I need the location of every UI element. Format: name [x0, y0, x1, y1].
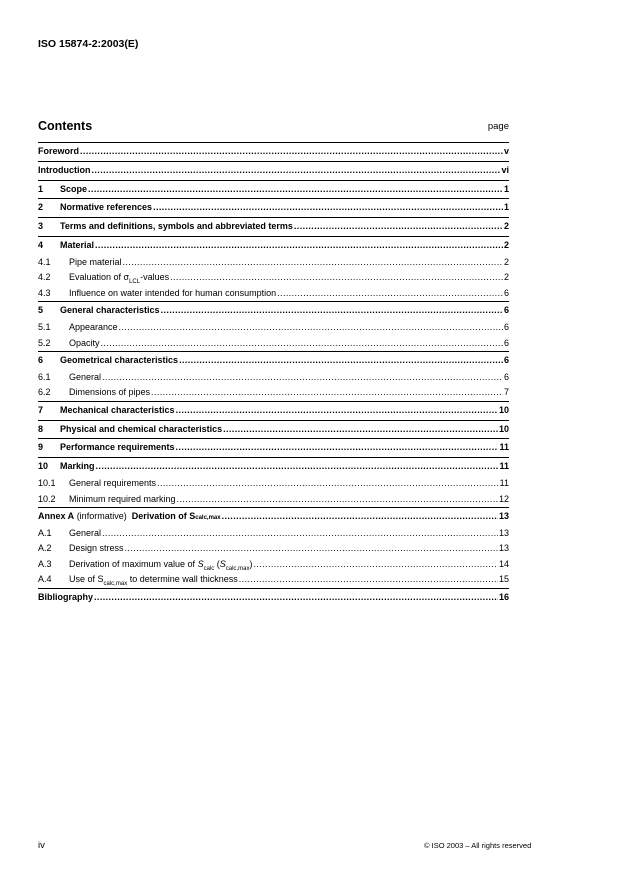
toc-entry-a-1[interactable]: A.1 General ..... 13: [38, 526, 509, 542]
toc-entry-9[interactable]: 9 Performance requirements ..... 11: [38, 438, 509, 457]
table-of-contents: [38, 142, 509, 607]
toc-entry-4[interactable]: 4 Material ..... 2: [38, 236, 509, 255]
toc-entry-10-1[interactable]: 10.1 General requirements ..... 11: [38, 476, 509, 492]
toc-entry-2[interactable]: 2 Normative references ..... 1: [38, 198, 509, 217]
toc-entry-10-2[interactable]: 10.2 Minimum required marking ..... 12: [38, 492, 509, 508]
contents-title: Contents: [38, 119, 93, 133]
toc-entry-foreword[interactable]: Foreword ..... v: [38, 142, 509, 161]
toc-entry-bibliography[interactable]: Bibliography ..... 16: [38, 588, 509, 607]
page-column-label: page: [487, 121, 509, 132]
toc-entry-a-3[interactable]: A.3 Derivation of maximum value of $S_{calc}$ $(S_{calc,max})$ ..... 14: [38, 557, 509, 573]
toc-entry-4-3[interactable]: 4.3 Influence on water intended for human consumption ..... 6: [38, 286, 509, 302]
toc-entry-introduction[interactable]: Introduction ..... vi: [38, 161, 509, 180]
toc-entry-6-2[interactable]: 6.2 Dimensions of pipes ..... 7: [38, 385, 509, 401]
toc-entry-8[interactable]: 8 Physical and chemical characteristics ..... 10: [38, 420, 509, 439]
toc-entry-3[interactable]: 3 Terms and definitions, symbols and abbreviated terms ..... 2: [38, 217, 509, 236]
toc-entry-4-2[interactable]: 4.2 Evaluation of $\sigma_{LCL}$-values ..... 2: [38, 270, 509, 286]
document-id: ISO 15874-2:2003(E): [38, 38, 139, 50]
toc-entry-6[interactable]: 6 Geometrical characteristics ..... 6: [38, 351, 509, 370]
toc-entry-6-1[interactable]: 6.1 General ..... 6: [38, 370, 509, 386]
toc-entry-10[interactable]: 10 Marking ..... 11: [38, 457, 509, 476]
toc-entry-5-2[interactable]: 5.2 Opacity ..... 6: [38, 336, 509, 352]
toc-entry-1[interactable]: 1 Scope ..... 1: [38, 180, 509, 199]
toc-entry-5-1[interactable]: 5.1 Appearance ..... 6: [38, 320, 509, 336]
toc-entry-7[interactable]: 7 Mechanical characteristics ..... 10: [38, 401, 509, 420]
toc-entry-a-4[interactable]: A.4 Use of $S_{calc,max}$ to determine wall thickness ..... 15: [38, 572, 509, 588]
toc-entry-5[interactable]: 5 General characteristics ..... 6: [38, 301, 509, 320]
toc-entry-annex-a[interactable]: Annex A (informative) Derivation of S $_{calc,max}$ ..... 13: [38, 507, 509, 526]
copyright-notice: © ISO 2003 – All rights reserved: [424, 841, 532, 850]
toc-entry-a-2[interactable]: A.2 Design stress ..... 13: [38, 541, 509, 557]
toc-entry-4-1[interactable]: 4.1 Pipe material ..... 2: [38, 255, 509, 271]
page-number: iv: [38, 840, 45, 851]
